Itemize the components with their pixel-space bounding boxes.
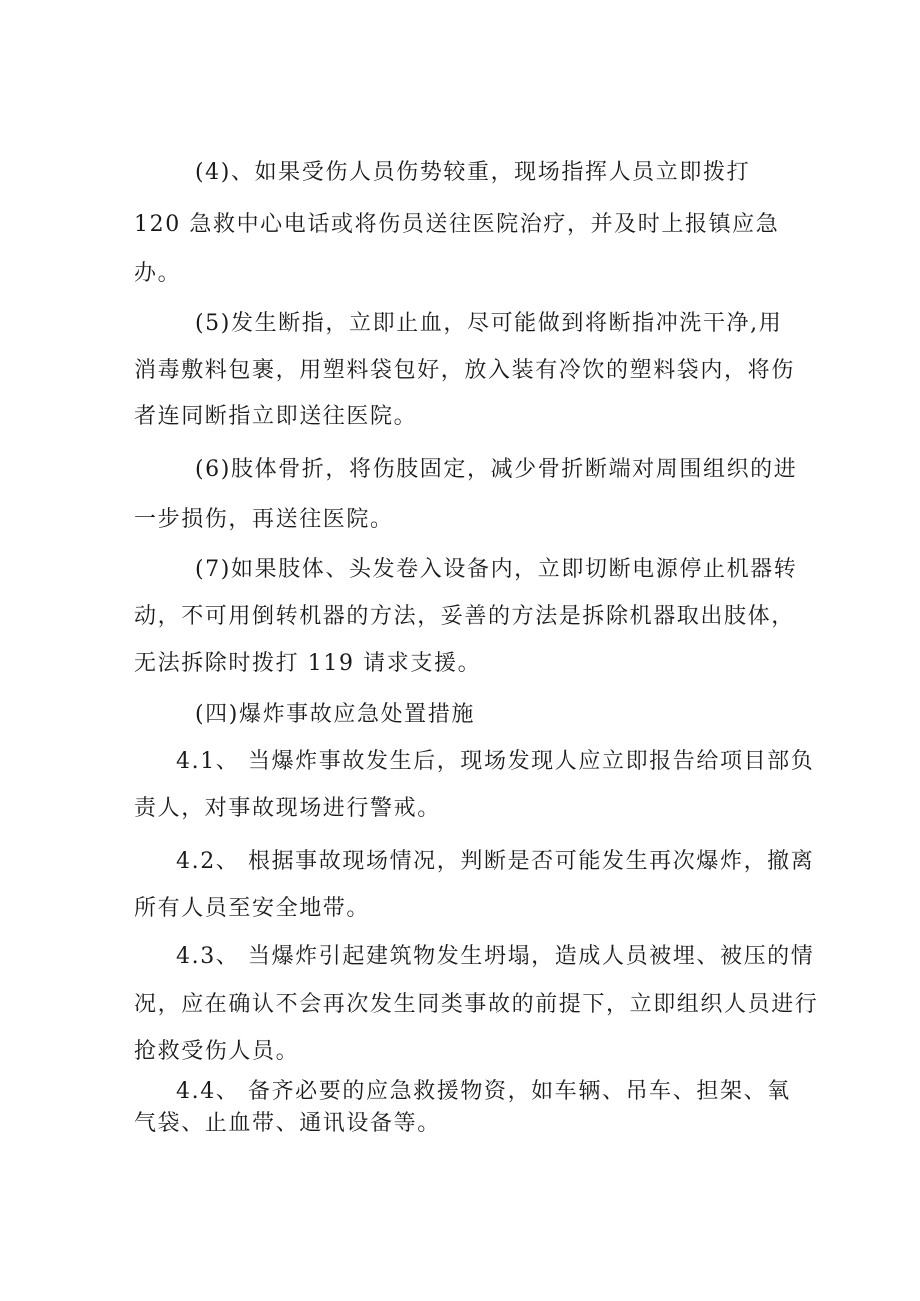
paragraph-5-line-2: 消毒敷料包裹，用塑料袋包好，放入装有冷饮的塑料袋内，将伤: [134, 358, 795, 383]
item-4-1-line-2: 责人，对事故现场进行警戒。: [134, 796, 441, 821]
item-4-4-line-2: 气袋、止血带、通讯设备等。: [134, 1111, 441, 1136]
paragraph-5-line-1: (5)发生断指，立即止血，尽可能做到将断指冲洗干净,用: [195, 311, 783, 336]
item-4-2-line-2: 所有人员至安全地带。: [134, 896, 371, 921]
paragraph-7-line-1: (7)如果肢体、头发卷入设备内，立即切断电源停止机器转: [195, 557, 798, 582]
item-4-3-line-2: 况，应在确认不会再次发生同类事故的前提下，立即组织人员进行: [134, 992, 819, 1017]
paragraph-6-line-2: 一步损伤，再送往医院。: [134, 507, 394, 532]
paragraph-5-line-3: 者连同断指立即送往医院。: [134, 404, 418, 429]
paragraph-6-line-1: (6)肢体骨折，将伤肢固定，减少骨折断端对周围组织的进: [195, 457, 798, 482]
item-4-4-line-1: 4.4、 备齐必要的应急救援物资，如车辆、吊车、担架、氧: [176, 1079, 791, 1104]
item-4-3-line-3: 抢救受伤人员。: [134, 1039, 300, 1064]
paragraph-4-line-1: (4)、如果受伤人员伤势较重，现场指挥人员立即拨打: [195, 160, 751, 185]
item-4-2-line-1: 4.2、 根据事故现场情况，判断是否可能发生再次爆炸，撤离: [176, 849, 815, 874]
paragraph-4-line-2: 120 急救中心电话或将伤员送往医院治疗，并及时上报镇应急: [134, 212, 780, 237]
item-4-3-line-1: 4.3、 当爆炸引起建筑物发生坍塌，造成人员被埋、被压的情: [176, 944, 815, 969]
paragraph-7-line-2: 动，不可用倒转机器的方法，妥善的方法是拆除机器取出肢体，: [134, 604, 795, 629]
item-4-1-line-1: 4.1、 当爆炸事故发生后，现场发现人应立即报告给项目部负: [176, 749, 815, 774]
section-heading: (四)爆炸事故应急处置措施: [195, 702, 475, 727]
paragraph-7-line-3: 无法拆除时拨打 119 请求支援。: [134, 651, 482, 676]
paragraph-4-line-3: 办。: [134, 261, 182, 286]
